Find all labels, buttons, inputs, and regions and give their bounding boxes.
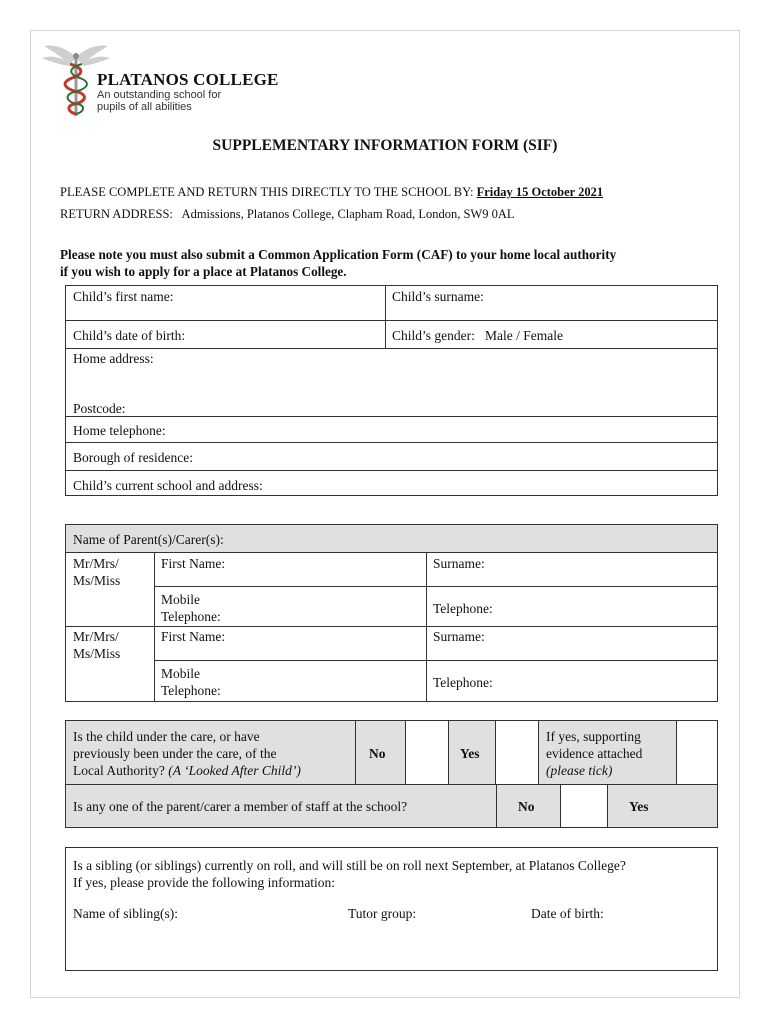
parent2-first-name-field[interactable]: First Name: xyxy=(161,629,226,644)
staff-yes-bg xyxy=(608,785,717,827)
care-question-line3-a: Local Authority? xyxy=(73,763,169,778)
return-address: RETURN ADDRESS: Admissions, Platanos College, Clapham Road, London, SW9 0AL xyxy=(60,207,515,221)
deadline-line xyxy=(60,185,603,200)
evidence-line1: If yes, supporting xyxy=(546,729,641,744)
care-question-line2: previously been under the care, of the xyxy=(73,746,277,761)
deadline-prefix: PLEASE COMPLETE AND RETURN THIS DIRECTLY TO THE SCHOOL BY: xyxy=(60,185,477,199)
parent-header: Name of Parent(s)/Carer(s): xyxy=(73,532,224,547)
sibling-question-line1: Is a sibling (or siblings) currently on roll, and will still be on roll next September, at Platanos College? xyxy=(73,858,626,873)
home-address-field[interactable]: Home address: xyxy=(73,351,154,366)
home-telephone-field[interactable]: Home telephone: xyxy=(73,423,166,438)
parent1-title-line1[interactable]: Mr/Mrs/ xyxy=(73,556,119,571)
parent1-surname-field[interactable]: Surname: xyxy=(433,556,485,571)
current-school-field[interactable]: Child’s current school and address: xyxy=(73,478,263,493)
sibling-name-field[interactable]: Name of sibling(s): xyxy=(73,906,178,921)
parent2-mobile-line1[interactable]: Mobile xyxy=(161,666,200,681)
parent1-telephone-field[interactable]: Telephone: xyxy=(433,601,493,616)
form-title: SUPPLEMENTARY INFORMATION FORM (SIF) xyxy=(212,137,558,154)
care-yes-label: Yes xyxy=(460,746,480,761)
parent1-mobile-line1[interactable]: Mobile xyxy=(161,592,200,607)
evidence-tick-box[interactable] xyxy=(677,721,717,784)
postcode-field[interactable]: Postcode: xyxy=(73,401,126,416)
school-name: PLATANOS COLLEGE xyxy=(97,70,279,89)
parent1-mobile-line2[interactable]: Telephone: xyxy=(161,609,221,624)
borough-field[interactable]: Borough of residence: xyxy=(73,450,193,465)
staff-no-label: No xyxy=(518,799,535,814)
sibling-tutor-group-field[interactable]: Tutor group: xyxy=(348,906,417,921)
care-no-checkbox[interactable] xyxy=(406,721,448,784)
school-tagline-1: An outstanding school for xyxy=(97,89,222,101)
evidence-line3: (please tick) xyxy=(546,763,613,778)
child-gender-field[interactable]: Child’s gender: Male / Female xyxy=(392,328,563,343)
caf-note-line1: Please note you must also submit a Common Application Form (CAF) to your home local authority xyxy=(60,247,617,262)
child-surname-field[interactable]: Child’s surname: xyxy=(392,289,484,304)
child-dob-field[interactable]: Child’s date of birth: xyxy=(73,328,186,343)
sibling-question-line2: If yes, please provide the following information: xyxy=(73,875,336,890)
staff-question: Is any one of the parent/carer a member of staff at the school? xyxy=(73,799,408,814)
caf-note-line2: if you wish to apply for a place at Platanos College. xyxy=(60,264,347,279)
parent2-telephone-field[interactable]: Telephone: xyxy=(433,675,493,690)
school-tagline-2: pupils of all abilities xyxy=(97,101,192,113)
staff-no-checkbox[interactable] xyxy=(561,785,607,827)
parent2-title-line1[interactable]: Mr/Mrs/ xyxy=(73,629,119,644)
care-yes-checkbox[interactable] xyxy=(496,721,538,784)
care-question-line1: Is the child under the care, or have xyxy=(73,729,260,744)
care-no-label: No xyxy=(369,746,386,761)
parent2-title-line2[interactable]: Ms/Miss xyxy=(73,646,121,661)
staff-yes-label: Yes xyxy=(629,799,649,814)
care-question-line3 xyxy=(73,762,301,779)
parent2-mobile-line2[interactable]: Telephone: xyxy=(161,683,221,698)
sibling-dob-field[interactable]: Date of birth: xyxy=(531,906,604,921)
evidence-line2: evidence attached xyxy=(546,746,643,761)
parent2-surname-field[interactable]: Surname: xyxy=(433,629,485,644)
deadline-date: Friday 15 October 2021 xyxy=(476,185,604,199)
child-first-name-field[interactable]: Child’s first name: xyxy=(73,289,174,304)
care-question-line3-b: (A ‘Looked After Child’) xyxy=(168,763,301,778)
parent1-first-name-field[interactable]: First Name: xyxy=(161,556,226,571)
parent1-title-line2[interactable]: Ms/Miss xyxy=(73,573,121,588)
